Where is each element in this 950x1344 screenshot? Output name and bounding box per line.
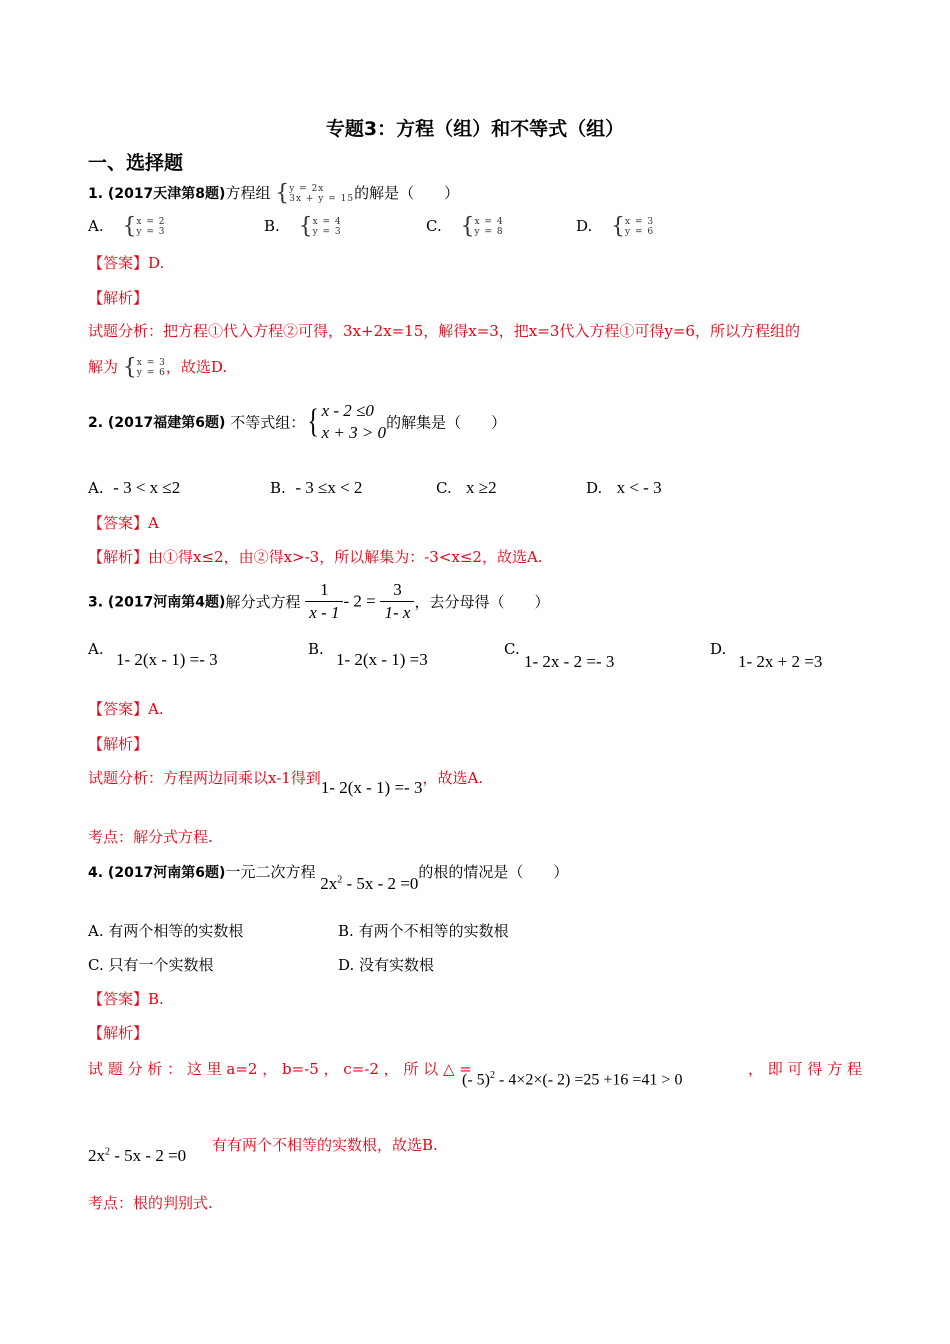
q4-option-d[interactable]: D. 没有实数根 (338, 956, 435, 974)
q4-analysis-line2: 有有两个不相等的实数根，故选B. (212, 1136, 438, 1154)
question-3-tail: ，去分母得（ ） (414, 593, 550, 611)
question-2-stem: 不等式组： (230, 413, 306, 432)
q4-analysis-equation: $2x^2 - 5x - 2 =0$ (88, 1146, 187, 1165)
q2-analysis: 【解析】由①得x≤2，由②得x>-3，所以解集为：-3<x≤2，故选A. (88, 548, 543, 566)
q1-answer: 【答案】D. (88, 254, 165, 272)
question-2-tail: 的解集是（ ） (386, 413, 507, 432)
question-2-system: x - 2 ≤0 x + 3 > 0 (321, 401, 387, 442)
question-2 (88, 400, 506, 444)
q3-answer: 【答案】A. (88, 700, 164, 718)
q3-kaodian: 考点：解分式方程. (88, 828, 213, 846)
question-3: 3. (2017河南第4题)解分式方程 $\frac{1}{x - 1}$ - 2 = $\frac{3}{1- x}$ ，去分母得（ ） (88, 580, 550, 622)
q1-analysis-line2: 解为 { x = 3 y = 6 ，故选D. (88, 355, 228, 380)
question-1-number: 1. (2017天津第8题) (88, 186, 226, 202)
q2-option-a[interactable]: A. - 3 < x ≤2 (88, 478, 181, 497)
q4-analysis-label: 【解析】 (88, 1024, 149, 1042)
brace-symbol: { (307, 403, 320, 440)
q4-kaodian: 考点：根的判别式. (88, 1194, 213, 1212)
question-1-system: y = 2x 3x + y = 15 (289, 184, 355, 204)
q1-analysis-label: 【解析】 (88, 289, 149, 307)
question-1-stem: 方程组 (225, 184, 271, 202)
q1-option-a[interactable]: A. { x = 2 y = 3 (88, 214, 166, 239)
question-1-tail: 的解是（ ） (354, 184, 460, 202)
q4-discriminant: (- 5)$^2$ - 4×2×(- 2) =25 +16 =41 > 0 (462, 1070, 683, 1089)
q3-option-c[interactable]: C. (504, 640, 520, 658)
q2-answer: 【答案】A (88, 514, 159, 532)
q1-option-b[interactable]: B. { x = 4 y = 3 (264, 214, 342, 239)
q4-answer: 【答案】B. (88, 990, 164, 1008)
question-4-number: 4. (2017河南第6题) (88, 865, 226, 881)
question-1 (88, 182, 459, 205)
q2-option-d[interactable]: D. x < - 3 (586, 478, 662, 497)
q4-analysis-line1: 试 题 分 析 ： 这 里 a=2 ， b=-5 ， c=-2 ， 所 以 △ = (88, 1060, 472, 1078)
question-3-stem: 解分式方程 (225, 593, 301, 611)
question-4-stem: 一元二次方程 (225, 863, 316, 881)
q1-option-d[interactable]: D. { x = 3 y = 6 (576, 214, 655, 239)
q2-option-c[interactable]: C. x ≥2 (436, 478, 497, 497)
q3-option-d[interactable]: D. (710, 640, 727, 658)
brace-symbol: { (275, 181, 290, 206)
q3-option-b[interactable]: B. (308, 640, 324, 658)
q1-option-c[interactable]: C. { x = 4 y = 8 (426, 214, 504, 239)
fraction-2: $\frac{3}{1- x}$ (380, 580, 414, 623)
q1-analysis-line1: 试题分析：把方程①代入方程②可得，3x+2x=15，解得x=3，把x=3代入方程①可得y=6，所以方程组的 (88, 322, 800, 340)
q4-option-c[interactable]: C. 只有一个实数根 (88, 956, 214, 974)
q4-analysis-line1-tail: ， 即 可 得 方 程 (748, 1060, 862, 1078)
question-4-tail: 的根的情况是（ ） (418, 863, 569, 881)
question-4-equation: $2x^2 - 5x - 2 =0$ (320, 874, 419, 893)
q4-option-b[interactable]: B. 有两个不相等的实数根 (338, 922, 509, 940)
q4-option-a[interactable]: A. 有两个相等的实数根 (88, 922, 244, 940)
question-2-number: 2. (2017福建第6题) (88, 415, 226, 431)
fraction-1: $\frac{1}{x - 1}$ (305, 580, 343, 623)
section-heading: 一、选择题 (88, 152, 184, 174)
document-page: 专题3：方程（组）和不等式（组） 一、选择题 1. (2017天津第8题)方程组 { y = 2x 3x + y = 15 的解是（ ） A. { x = 2 y = 3 B. { x = 4 y = 3 C. { x = 4 y = 8 D. { x = 3 y = 6 【答案】D. 【解析】 试题分析：把方程①代入方程②可得，3x+2x=15，解得x=3，把x=3代入方程①可得y=6，所以方程组的 解为 { x = 3 y = 6 ，故选D. 2. (2017福建第6题) 不等式组：{ x - 2 ≤0 x + 3 > 0 的解集是（ ） A. - 3 < x ≤2 B. - 3 ≤x < 2 C. x ≥2 D. x < - 3 【答案】A 【解析】由①得x≤2，由②得x>-3，所以解集为：-3<x≤2，故选A. 3. (2017河南第4题)解分式方程 $\frac{1}{x - 1}$ - 2 = $\frac{3}{1- x}$ ，去分母得（ ） A. 1- 2(x - 1) =- 3 B. 1- 2(x - 1) =3 C. 1- 2x - 2 =- 3 D. 1- 2x + 2 =3 【答案】A. 【解析】 试题分析：方程两边同乘以x-1得到1- 2(x - 1) =- 3，故选A. 考点：解分式方程. 4. (2017河南第6题)一元二次方程 $2x^2 - 5x - 2 =0$的根的情况是（ ） A. 有两个相等的实数根 B. 有两个不相等的实数根 C. 只有一个实数根 D. 没有实数根 【答案】B. 【解析】 试 题 分 析 ： 这 里 a=2 ， b=-5 ， c=-2 ， 所 以 △ = (- 5)$^2$ - 4×2×(- 2) =25 +16 =41 > 0 ， 即 可 得 方 程 $2x^2 - 5x - 2 =0$ 有有两个不相等的实数根，故选B. 考点：根的判别式. (0, 0, 950, 1344)
q3-analysis-label: 【解析】 (88, 735, 149, 753)
q3-option-a[interactable]: A. (88, 640, 104, 658)
question-4 (88, 861, 569, 893)
q3-analysis: 试题分析：方程两边同乘以x-1得到1- 2(x - 1) =- 3，故选A. (88, 769, 484, 797)
q2-option-b[interactable]: B. - 3 ≤x < 2 (270, 478, 363, 497)
page-title: 专题3：方程（组）和不等式（组） (325, 118, 625, 140)
question-3-number: 3. (2017河南第4题) (88, 594, 226, 611)
